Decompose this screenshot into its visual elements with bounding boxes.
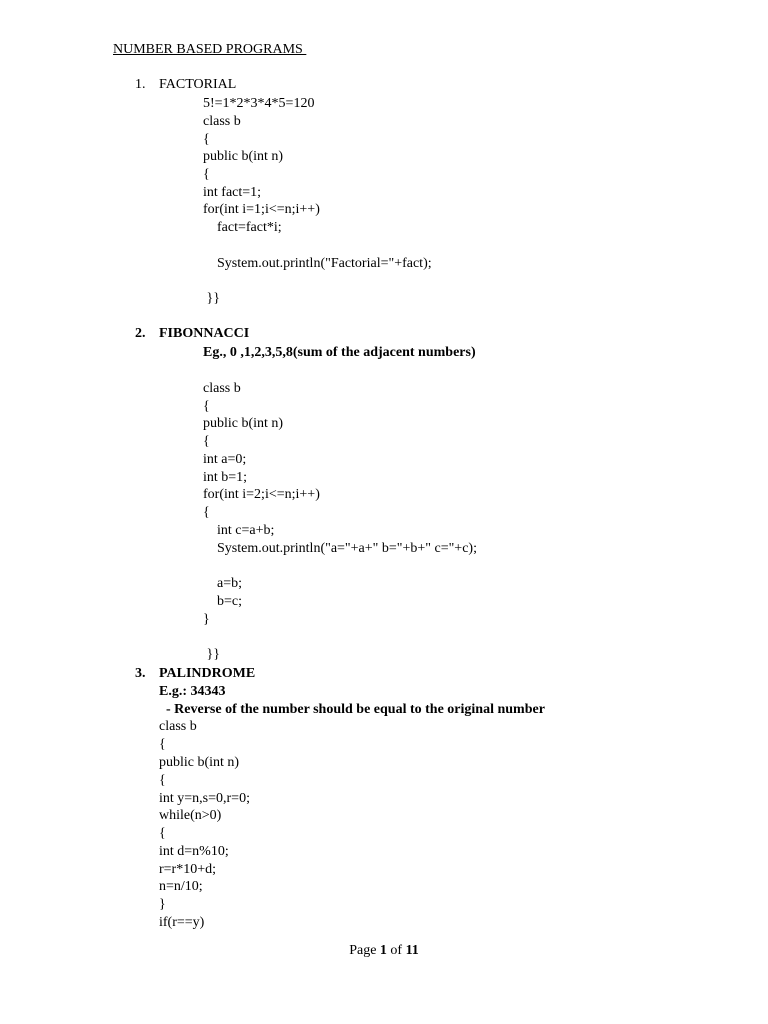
code-line: int b=1; [203,470,248,485]
code-line: for(int i=2;i<=n;i++) [203,487,320,502]
section-heading-fibonacci: FIBONNACCI [159,326,250,341]
code-line: { [203,505,210,520]
page-of-label: of [386,943,406,958]
code-line: { [159,826,166,841]
code-line: while(n>0) [159,808,222,823]
code-line: } [159,897,166,912]
section-heading-factorial: FACTORIAL [159,77,237,92]
section-number: 2. [135,326,146,341]
section-number: 3. [135,666,146,681]
code-line: fact=fact*i; [203,220,282,235]
code-line: if(r==y) [159,915,205,930]
page-total: 11 [405,943,419,958]
section-heading-palindrome: PALINDROME [159,666,256,681]
code-line: int fact=1; [203,185,262,200]
page-label: Page [349,943,380,958]
code-line: { [203,399,210,414]
code-line: { [159,773,166,788]
code-line: System.out.println("Factorial="+fact); [203,256,432,271]
code-line: for(int i=1;i<=n;i++) [203,202,320,217]
section-note: - Reverse of the number should be equal to the original number [159,702,545,717]
code-line: { [203,167,210,182]
page-current: 1 [379,943,387,958]
code-line: public b(int n) [159,755,240,770]
code-line: int c=a+b; [203,523,275,538]
code-line: { [159,737,166,752]
code-line: { [203,434,210,449]
code-line: class b [203,381,241,396]
code-line: class b [203,114,241,129]
code-line: 5!=1*2*3*4*5=120 [203,96,315,111]
code-line: { [203,132,210,147]
section-number: 1. [135,77,146,92]
code-line: }} [203,291,220,306]
code-line: }} [203,647,220,662]
section-example: Eg., 0 ,1,2,3,5,8(sum of the adjacent numbers) [203,345,476,360]
code-line: } [203,612,210,627]
code-line: r=r*10+d; [159,862,217,877]
code-line: n=n/10; [159,879,203,894]
code-line: int y=n,s=0,r=0; [159,791,250,806]
page-title: NUMBER BASED PROGRAMS [113,42,307,57]
page-footer [0,942,768,960]
code-line: System.out.println("a="+a+" b="+b+" c="+c); [203,541,477,556]
code-line: int a=0; [203,452,247,467]
code-line: a=b; [203,576,242,591]
code-line: public b(int n) [203,416,284,431]
code-line: b=c; [203,594,242,609]
code-line: int d=n%10; [159,844,229,859]
code-line: public b(int n) [203,149,284,164]
section-example: E.g.: 34343 [159,684,226,699]
code-line: class b [159,719,197,734]
